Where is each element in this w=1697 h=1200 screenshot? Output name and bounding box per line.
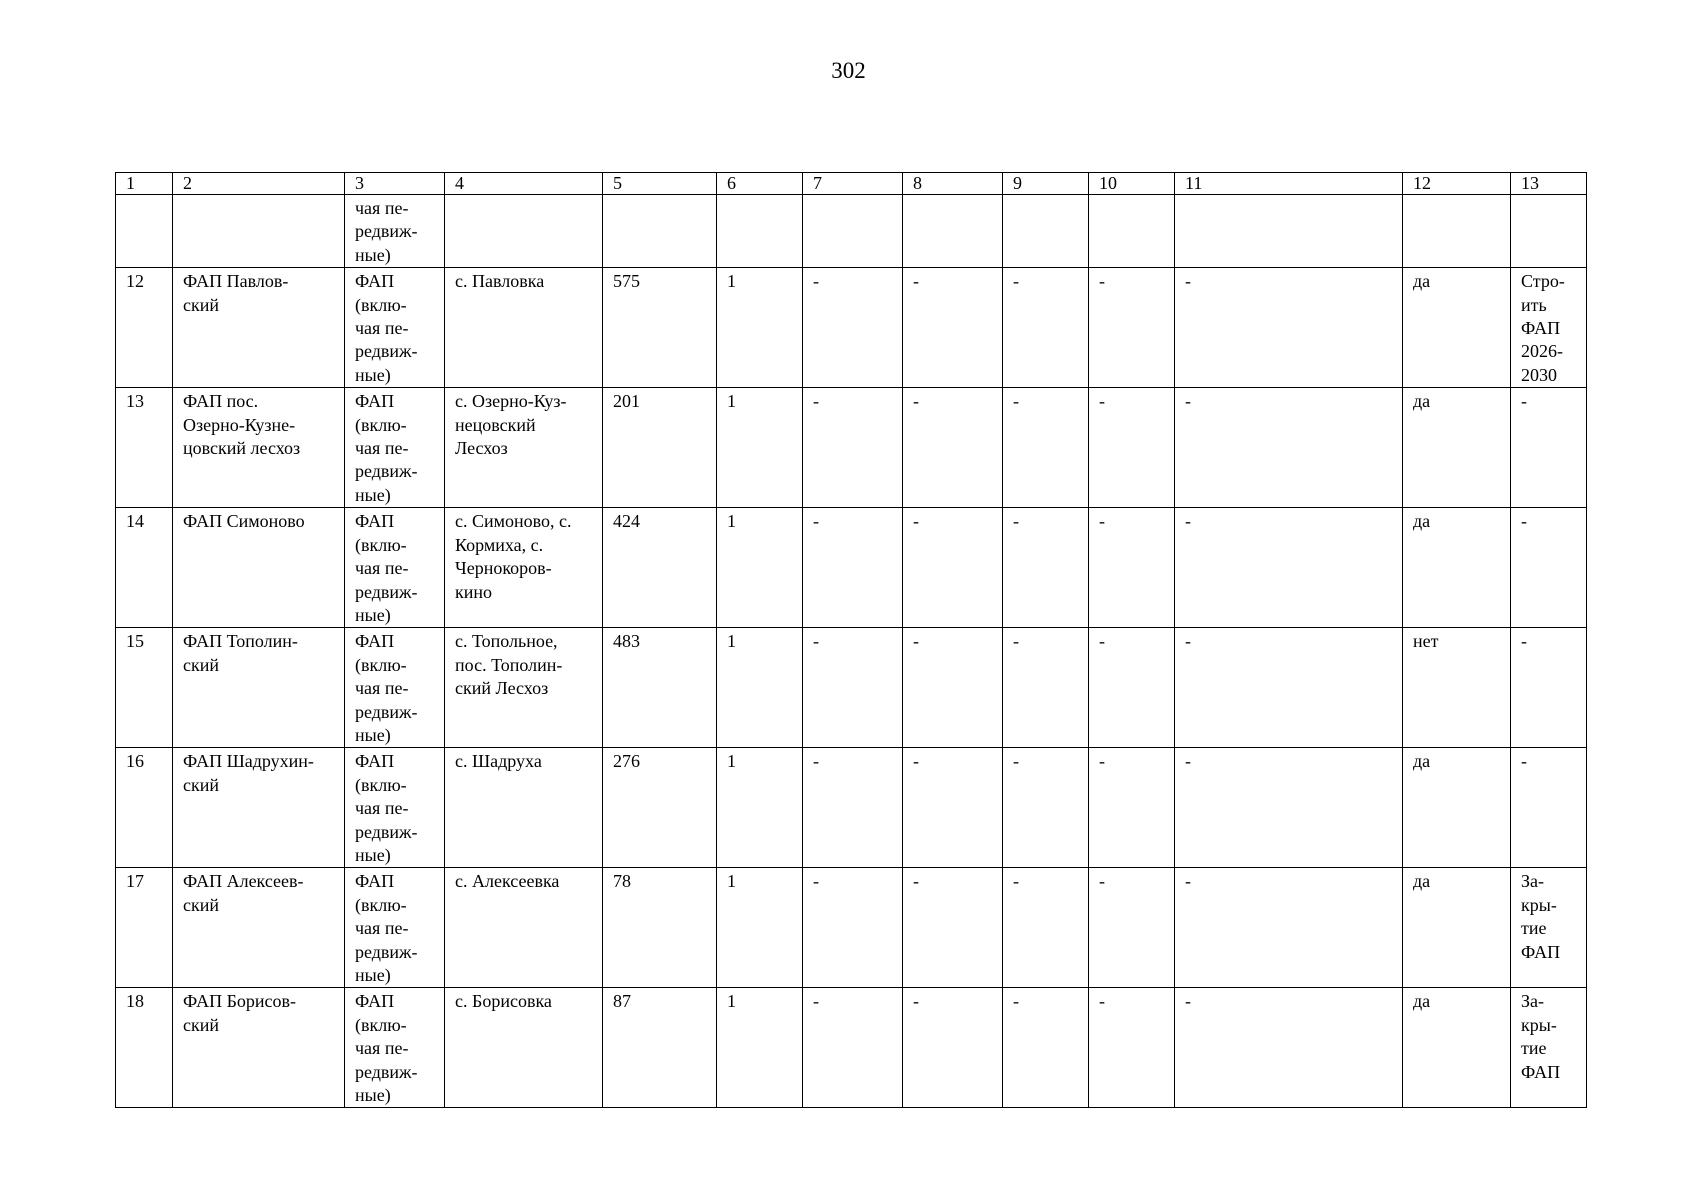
- table-cell-col-11: -: [1175, 388, 1403, 508]
- table-cell-col-8: -: [903, 748, 1003, 868]
- table-cell-col-10: -: [1089, 868, 1175, 988]
- table-cell-col-4: с. Симоново, с. Кормиха, с. Чернокоров- кино: [445, 508, 603, 628]
- table-row: [116, 508, 1587, 628]
- table-cell-col-8: -: [903, 508, 1003, 628]
- table-cell-col-9: -: [1003, 628, 1089, 748]
- table-cell-col-6: 1: [717, 508, 803, 628]
- table-cell-col-9: -: [1003, 388, 1089, 508]
- table-cell-col-12: нет: [1403, 628, 1511, 748]
- table-cell-col-1: [116, 195, 173, 268]
- table-row: [116, 388, 1587, 508]
- table-cell-col-13: 13: [1511, 173, 1587, 195]
- table-row: [116, 748, 1587, 868]
- table-cell-col-12: да: [1403, 388, 1511, 508]
- table-cell-col-2: [173, 195, 345, 268]
- table-cell-col-5: 575: [603, 268, 717, 388]
- table-cell-col-7: -: [803, 388, 903, 508]
- table-cell-col-12: 12: [1403, 173, 1511, 195]
- table-cell-col-1: 16: [116, 748, 173, 868]
- table-cell-col-1: 1: [116, 173, 173, 195]
- table-cell-col-8: 8: [903, 173, 1003, 195]
- table-cell-col-3: чая пе- редвиж- ные): [345, 195, 445, 268]
- table-cell-col-7: -: [803, 628, 903, 748]
- table-cell-col-10: -: [1089, 748, 1175, 868]
- table-cell-col-12: [1403, 195, 1511, 268]
- table-cell-col-2: ФАП Симоново: [173, 508, 345, 628]
- table-cell-col-12: да: [1403, 868, 1511, 988]
- table-cell-col-10: -: [1089, 628, 1175, 748]
- table-cell-col-4: с. Павловка: [445, 268, 603, 388]
- table-row: [116, 268, 1587, 388]
- table-cell-col-9: -: [1003, 268, 1089, 388]
- table-cell-col-3: ФАП (вклю- чая пе- редвиж- ные): [345, 868, 445, 988]
- table-cell-col-13: -: [1511, 508, 1587, 628]
- table-cell-col-7: -: [803, 868, 903, 988]
- table-cell-col-2: ФАП Тополин- ский: [173, 628, 345, 748]
- table-cell-col-5: 424: [603, 508, 717, 628]
- table-cell-col-4: с. Озерно-Куз- нецовский Лесхоз: [445, 388, 603, 508]
- table-cell-col-9: -: [1003, 508, 1089, 628]
- table-cell-col-8: -: [903, 868, 1003, 988]
- table-cell-col-3: ФАП (вклю- чая пе- редвиж- ные): [345, 388, 445, 508]
- table-cell-col-5: 201: [603, 388, 717, 508]
- table-cell-col-12: да: [1403, 268, 1511, 388]
- table-cell-col-4: с. Борисовка: [445, 988, 603, 1108]
- table-cell-col-11: -: [1175, 988, 1403, 1108]
- column-number-row: [116, 173, 1587, 195]
- table-cell-col-5: [603, 195, 717, 268]
- table-cell-col-9: -: [1003, 748, 1089, 868]
- table-cell-col-1: 13: [116, 388, 173, 508]
- table-cell-col-11: [1175, 195, 1403, 268]
- table-cell-col-6: [717, 195, 803, 268]
- table-cell-col-1: 18: [116, 988, 173, 1108]
- table-cell-col-12: да: [1403, 988, 1511, 1108]
- table-cell-col-10: -: [1089, 508, 1175, 628]
- table-cell-col-10: -: [1089, 388, 1175, 508]
- table-cell-col-13: За- кры- тие ФАП: [1511, 988, 1587, 1108]
- table-cell-col-7: 7: [803, 173, 903, 195]
- table-cell-col-11: 11: [1175, 173, 1403, 195]
- table-cell-col-5: 78: [603, 868, 717, 988]
- table-cell-col-1: 17: [116, 868, 173, 988]
- table-cell-col-6: 1: [717, 388, 803, 508]
- table-cell-col-1: 15: [116, 628, 173, 748]
- table-cell-col-1: 12: [116, 268, 173, 388]
- table-cell-col-12: да: [1403, 748, 1511, 868]
- table-cell-col-8: -: [903, 268, 1003, 388]
- table-cell-col-8: -: [903, 988, 1003, 1108]
- table-cell-col-3: ФАП (вклю- чая пе- редвиж- ные): [345, 988, 445, 1108]
- table-cell-col-9: -: [1003, 868, 1089, 988]
- table-cell-col-10: 10: [1089, 173, 1175, 195]
- table-cell-col-4: [445, 195, 603, 268]
- table-cell-col-6: 1: [717, 988, 803, 1108]
- table-cell-col-13: -: [1511, 388, 1587, 508]
- table-cell-col-2: ФАП пос. Озерно-Кузне- цовский лесхоз: [173, 388, 345, 508]
- table-cell-col-2: ФАП Павлов- ский: [173, 268, 345, 388]
- table-cell-col-10: -: [1089, 988, 1175, 1108]
- table-cell-col-7: [803, 195, 903, 268]
- table-cell-col-9: -: [1003, 988, 1089, 1108]
- continuation-row: [116, 195, 1587, 268]
- table-cell-col-12: да: [1403, 508, 1511, 628]
- table-cell-col-3: ФАП (вклю- чая пе- редвиж- ные): [345, 628, 445, 748]
- table-row: [116, 628, 1587, 748]
- table-cell-col-3: ФАП (вклю- чая пе- редвиж- ные): [345, 748, 445, 868]
- table-cell-col-7: -: [803, 268, 903, 388]
- table-cell-col-5: 483: [603, 628, 717, 748]
- table-cell-col-13: Стро- ить ФАП 2026- 2030: [1511, 268, 1587, 388]
- table-cell-col-13: -: [1511, 748, 1587, 868]
- table-cell-col-1: 14: [116, 508, 173, 628]
- table-cell-col-8: -: [903, 628, 1003, 748]
- table-cell-col-6: 6: [717, 173, 803, 195]
- table-cell-col-13: [1511, 195, 1587, 268]
- table-cell-col-3: 3: [345, 173, 445, 195]
- table-cell-col-9: 9: [1003, 173, 1089, 195]
- table-cell-col-7: -: [803, 508, 903, 628]
- table-cell-col-2: ФАП Алексеев- ский: [173, 868, 345, 988]
- table-cell-col-11: -: [1175, 508, 1403, 628]
- table-cell-col-13: За- кры- тие ФАП: [1511, 868, 1587, 988]
- table-cell-col-11: -: [1175, 628, 1403, 748]
- table-row: [116, 868, 1587, 988]
- table-cell-col-4: с. Топольное, пос. Тополин- ский Лесхоз: [445, 628, 603, 748]
- table-cell-col-11: -: [1175, 748, 1403, 868]
- table-cell-col-3: ФАП (вклю- чая пе- редвиж- ные): [345, 268, 445, 388]
- table-cell-col-6: 1: [717, 748, 803, 868]
- table-cell-col-4: 4: [445, 173, 603, 195]
- table-cell-col-6: 1: [717, 628, 803, 748]
- table-cell-col-4: с. Шадруха: [445, 748, 603, 868]
- table-cell-col-3: ФАП (вклю- чая пе- редвиж- ные): [345, 508, 445, 628]
- table-cell-col-5: 87: [603, 988, 717, 1108]
- table-cell-col-6: 1: [717, 268, 803, 388]
- table-cell-col-2: ФАП Борисов- ский: [173, 988, 345, 1108]
- table-cell-col-7: -: [803, 748, 903, 868]
- table-cell-col-5: 5: [603, 173, 717, 195]
- table-cell-col-4: с. Алексеевка: [445, 868, 603, 988]
- table-cell-col-6: 1: [717, 868, 803, 988]
- table-cell-col-11: -: [1175, 268, 1403, 388]
- data-table: [115, 172, 1587, 1108]
- table-cell-col-2: ФАП Шадрухин- ский: [173, 748, 345, 868]
- table-cell-col-11: -: [1175, 868, 1403, 988]
- page-number: 302: [831, 58, 866, 83]
- table-row: [116, 988, 1587, 1108]
- table-cell-col-5: 276: [603, 748, 717, 868]
- table-cell-col-10: -: [1089, 268, 1175, 388]
- table-cell-col-8: -: [903, 388, 1003, 508]
- table-cell-col-10: [1089, 195, 1175, 268]
- table-cell-col-7: -: [803, 988, 903, 1108]
- table-cell-col-9: [1003, 195, 1089, 268]
- table-cell-col-2: 2: [173, 173, 345, 195]
- table-cell-col-13: -: [1511, 628, 1587, 748]
- table-cell-col-8: [903, 195, 1003, 268]
